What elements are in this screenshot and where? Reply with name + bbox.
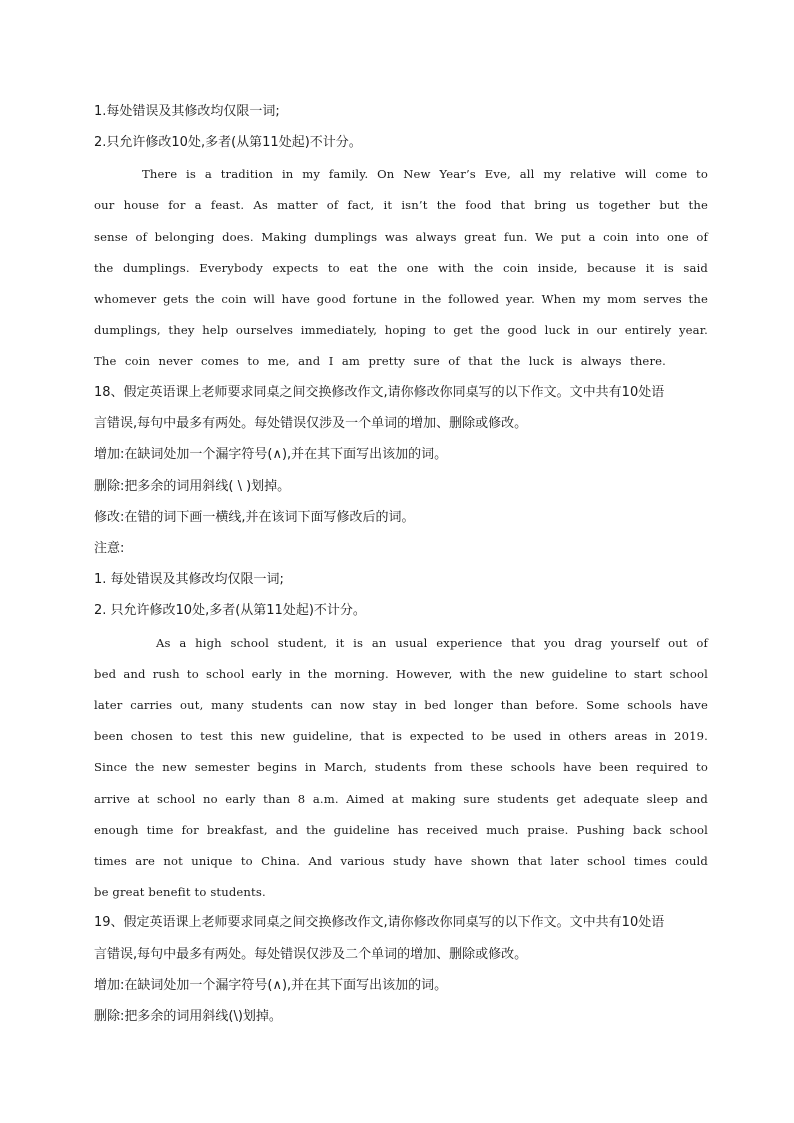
passage-line: As a high school student, it is an usual experience that you drag yourself out of (156, 636, 708, 650)
passage-line: our house for a feast. As matter of fact, it isn’t the food that bring us together but the (94, 198, 708, 212)
question-18-intro-cont: 言错误,每句中最多有两处。每处错误仅涉及一个单词的增加、删除或修改。 (94, 416, 528, 431)
passage-line: been chosen to test this new guideline, that is expected to be used in others areas in 2019. (94, 729, 708, 743)
note-one: 1. 每处错误及其修改均仅限一词; (94, 572, 284, 587)
note-two: 2.只允许修改10处,多者(从第11处起)不计分。 (94, 135, 362, 150)
question-19-intro: 19、假定英语课上老师要求同桌之间交换修改作文,请你修改你同桌写的以下作文。文中共有10处语 (94, 915, 665, 930)
note-two: 2. 只允许修改10处,多者(从第11处起)不计分。 (94, 603, 366, 618)
passage-line: enough time for breakfast, and the guideline has received much praise. Pushing back school (94, 823, 708, 837)
passage-line: times are not unique to China. And various study have shown that later school times could (94, 854, 708, 868)
passage-line: the dumplings. Everybody expects to eat the one with the coin inside, because it is said (94, 261, 708, 275)
passage-line: arrive at school no early than 8 a.m. Aimed at making sure students get adequate sleep and (94, 792, 708, 806)
passage-line: bed and rush to school early in the morning. However, with the new guideline to start school (94, 667, 708, 681)
instruction-delete: 删除:把多余的词用斜线( \ )划掉。 (94, 479, 291, 494)
note-one: 1.每处错误及其修改均仅限一词; (94, 104, 280, 119)
instruction-delete: 删除:把多余的词用斜线(\)划掉。 (94, 1009, 282, 1024)
instruction-add: 增加:在缺词处加一个漏字符号(∧),并在其下面写出该加的词。 (94, 978, 448, 993)
passage-line: be great benefit to students. (94, 885, 266, 899)
instruction-add: 增加:在缺词处加一个漏字符号(∧),并在其下面写出该加的词。 (94, 447, 448, 462)
passage-line: later carries out, many students can now stay in bed longer than before. Some schools have (94, 698, 708, 712)
passage-line: The coin never comes to me, and I am pretty sure of that the luck is always there. (94, 354, 666, 368)
question-19-intro-cont: 言错误,每句中最多有两处。每处错误仅涉及二个单词的增加、删除或修改。 (94, 947, 528, 962)
passage-line: There is a tradition in my family. On New Year’s Eve, all my relative will come to (142, 167, 708, 181)
passage-line: Since the new semester begins in March, students from these schools have been required to (94, 760, 708, 774)
passage-line: dumplings, they help ourselves immediately, hoping to get the good luck in our entirely year. (94, 323, 708, 337)
attention-label: 注意: (94, 541, 125, 556)
instruction-modify: 修改:在错的词下画一横线,并在该词下面写修改后的词。 (94, 510, 415, 525)
passage-line: whomever gets the coin will have good fortune in the followed year. When my mom serves the (94, 292, 708, 306)
passage-line: sense of belonging does. Making dumplings was always great fun. We put a coin into one of (94, 230, 708, 244)
question-18-intro: 18、假定英语课上老师要求同桌之间交换修改作文,请你修改你同桌写的以下作文。文中共有10处语 (94, 385, 665, 400)
